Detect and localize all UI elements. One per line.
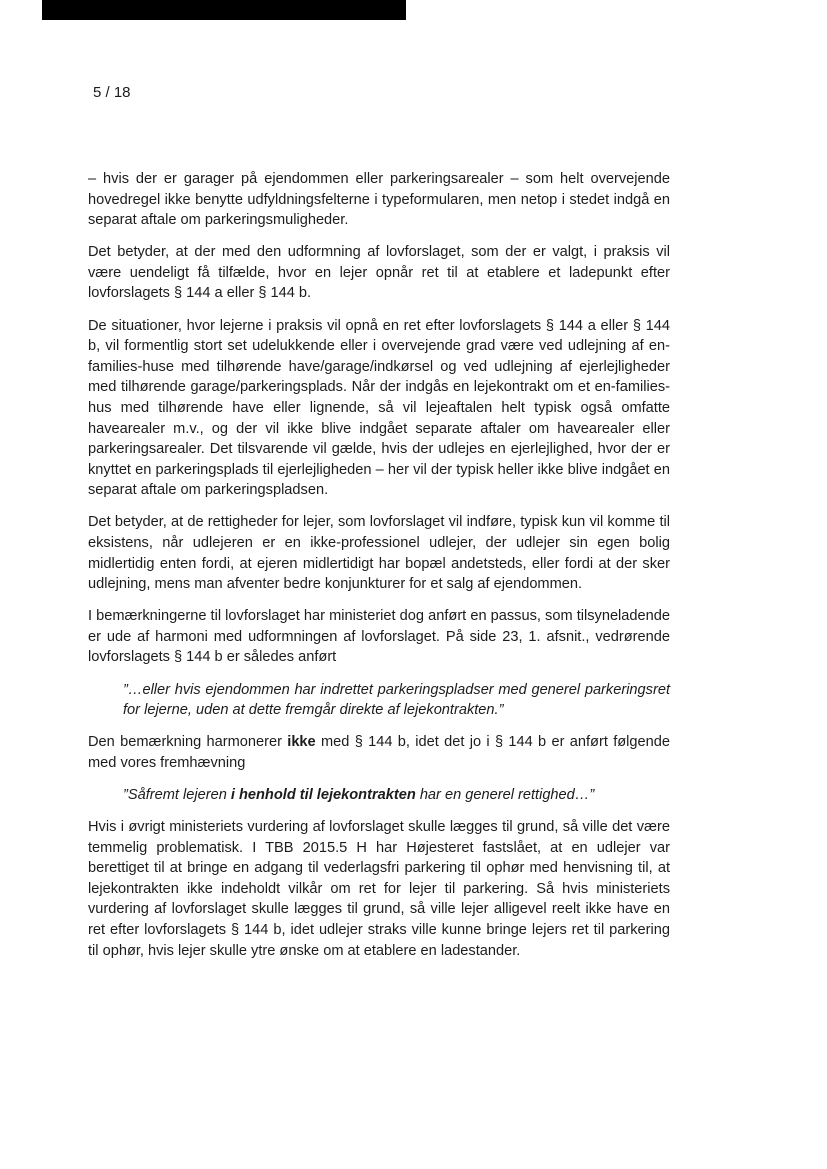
paragraph-6-text-after: med § 144 b, idet det jo i § 144 b er anført følgende med vores fremhævning bbox=[88, 734, 670, 771]
paragraph-3: De situationer, hvor lejerne i praksis vil opnå en ret efter lovforslagets § 144 a eller § 144 b, vil formentlig stort set udelukkende eller i overvejende grad være ved udlejning af en-families-huse med tilhørende have/garage/indkørsel og ved udlejning af ejerlejligheder med tilhørende garage/parkeringsplads. Når der indgås en lejekontrakt om et en-families-hus med tilhørende have eller lignende, så vil lejeaftalen helt typisk også omfatte havearealer m.v., og der vil ikke blive indgået separate aftaler om havearealer eller parkeringsarealer. Det tilsvarende vil gælde, hvis der udlejes en ejerlejlighed, hvor der er knyttet en parkeringsplads til ejerlejligheden – her vil der typisk heller ikke blive indgået en separat aftale om parkeringspladsen. bbox=[88, 317, 670, 499]
quote-2-text-before: ”Såfremt lejeren bbox=[123, 786, 231, 803]
paragraph-6-emphasis: ikke bbox=[287, 734, 316, 751]
paragraph-1: – hvis der er garager på ejendommen eller parkeringsarealer – som helt overvejende hovedregel ikke benytte udfyldningsfelterne i typeformularen, men netop i stedet indgå en separat aftale om parkeringsmuligheder. bbox=[88, 171, 670, 229]
paragraph-7: Hvis i øvrigt ministeriets vurdering af lovforslaget skulle lægges til grund, så ville det være temmelig problematisk. I TBB 2015.5 H har Højesteret fastslået, at en udlejer var berettiget til at bringe en adgang til vederlagsfri parkering til ophør med henvisning til, at lejekontrakten ikke indeholdt vilkår om ret for lejer til parkering. Så hvis ministeriets vurdering af lovforslaget skulle lægges til grund, så ville lejer alligevel reelt ikke have en ret efter lovforslagets § 144 b, idet udlejer straks ville kunne bringe lejers ret til parkering til ophør, hvis lejer skulle ytre ønske om at etablere en ladestander. bbox=[88, 819, 670, 959]
quote-1: ”…eller hvis ejendommen har indrettet parkeringspladser med generel parkeringsret for lejerne, uden at dette fremgår direkte af lejekontrakten.” bbox=[123, 681, 670, 719]
paragraph-5: I bemærkningerne til lovforslaget har ministeriet dog anført en passus, som tilsyneladende er ude af harmoni med udformningen af lovforslaget. På side 23, 1. afsnit., vedrørende lovforslagets § 144 b er således anført bbox=[88, 608, 670, 666]
top-black-bar bbox=[42, 0, 406, 20]
quote-2-text-after: har en generel rettighed…” bbox=[415, 786, 595, 803]
paragraph-6 bbox=[88, 732, 670, 773]
document-body bbox=[88, 169, 670, 973]
paragraph-6-text-before: Den bemærkning harmonerer bbox=[88, 734, 288, 751]
quote-2-emphasis: i henhold til lejekontrakten bbox=[230, 786, 416, 803]
quote-2 bbox=[123, 785, 670, 806]
paragraph-2: Det betyder, at der med den udformning af lovforslaget, som der er valgt, i praksis vil være uendeligt få tilfælde, hvor en lejer opnår ret til at etablere et ladepunkt efter lovforslagets § 144 a eller § 144 b. bbox=[88, 244, 670, 302]
paragraph-4: Det betyder, at de rettigheder for lejer, som lovforslaget vil indføre, typisk kun vil komme til eksistens, når udlejeren er en ikke-professionel udlejer, der udlejer sin egen bolig midlertidig enten fordi, at ejeren midlertidigt har bopæl andetsteds, eller fordi at der sker udlejning, mens man afventer bedre konjunkturer for et salg af ejendommen. bbox=[88, 514, 670, 593]
page-number: 5 / 18 bbox=[93, 84, 131, 101]
